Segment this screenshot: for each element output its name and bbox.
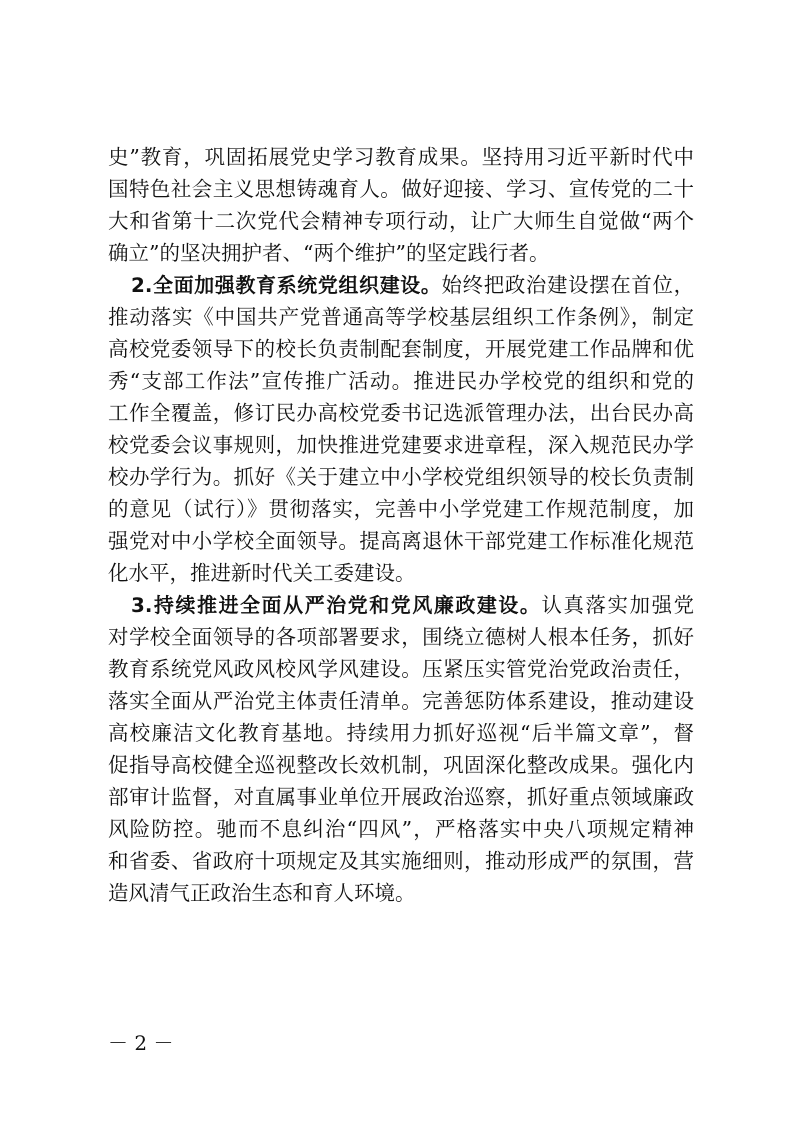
line-text: 部审计监督，对直属事业单位开展政治巡察，抓好重点领域廉政 [108, 785, 694, 809]
body-line [108, 365, 694, 397]
body-line [108, 301, 694, 333]
body-line [108, 845, 694, 877]
line-text: 推动落实《中国共产党普通高等学校基层组织工作条例》，制定 [108, 305, 694, 329]
section-heading-line [108, 589, 694, 621]
line-text: 风险防控。驰而不息纠治“四风”，严格落实中央八项规定精神 [108, 817, 694, 841]
body-line [108, 877, 694, 909]
line-text: 化水平，推进新时代关工委建设。 [108, 561, 416, 585]
line-text: 强党对中小学校全面领导。提高离退休干部党建工作标准化规范 [108, 529, 694, 553]
section-heading: 2.全面加强教育系统党组织建设。 [131, 274, 442, 297]
line-text: 教育系统党风政风校风学风建设。压紧压实管党治党政治责任， [108, 657, 694, 681]
body-line [108, 813, 694, 845]
body-line [108, 173, 694, 205]
body-line [108, 621, 694, 653]
line-text: 认真落实加强党 [541, 593, 694, 617]
body-line [108, 781, 694, 813]
line-text: 国特色社会主义思想铸魂育人。做好迎接、学习、宣传党的二十 [108, 177, 694, 201]
section-heading: 3.持续推进全面从严治党和党风廉政建设。 [131, 594, 542, 617]
line-text: 和省委、省政府十项规定及其实施细则，推动形成严的氛围，营 [108, 849, 694, 873]
line-text: 高校廉洁文化教育基地。持续用力抓好巡视“后半篇文章”，督 [108, 721, 694, 745]
line-text: 秀“支部工作法”宣传推广活动。推进民办学校党的组织和党的 [108, 369, 694, 393]
body-line [108, 525, 694, 557]
line-text: 的意见（试行）》贯彻落实，完善中小学党建工作规范制度，加 [108, 497, 694, 521]
body-line [108, 749, 694, 781]
body-line [108, 685, 694, 717]
line-text: 对学校全面领导的各项部署要求，围绕立德树人根本任务，抓好 [108, 625, 694, 649]
line-text: 促指导高校健全巡视整改长效机制，巩固深化整改成果。强化内 [108, 753, 694, 777]
body-line [108, 397, 694, 429]
body-line [108, 429, 694, 461]
page-number: － 2 － [108, 1031, 174, 1055]
body-line [108, 653, 694, 685]
body-line [108, 141, 694, 173]
section-heading-line [108, 269, 694, 301]
body-line [108, 557, 694, 589]
body-line [108, 205, 694, 237]
line-text: 确立”的坚决拥护者、“两个维护”的坚定践行者。 [108, 241, 550, 265]
body-line [108, 493, 694, 525]
line-text: 高校党委领导下的校长负责制配套制度，开展党建工作品牌和优 [108, 337, 694, 361]
body-line [108, 333, 694, 365]
body-line [108, 717, 694, 749]
line-text: 大和省第十二次党代会精神专项行动，让广大师生自觉做“两个 [108, 209, 694, 233]
line-text: 始终把政治建设摆在首位， [441, 273, 694, 297]
body-line [108, 237, 694, 269]
body-line [108, 461, 694, 493]
line-text: 造风清气正政治生态和育人环境。 [108, 881, 416, 905]
line-text: 校党委会议事规则，加快推进党建要求进章程，深入规范民办学 [108, 433, 694, 457]
line-text: 校办学行为。抓好《关于建立中小学校党组织领导的校长负责制 [108, 465, 694, 489]
line-text: 工作全覆盖，修订民办高校党委书记选派管理办法，出台民办高 [108, 401, 694, 425]
line-text: 史”教育，巩固拓展党史学习教育成果。坚持用习近平新时代中 [108, 145, 694, 169]
line-text: 落实全面从严治党主体责任清单。完善惩防体系建设，推动建设 [108, 689, 694, 713]
document-body [108, 141, 694, 909]
